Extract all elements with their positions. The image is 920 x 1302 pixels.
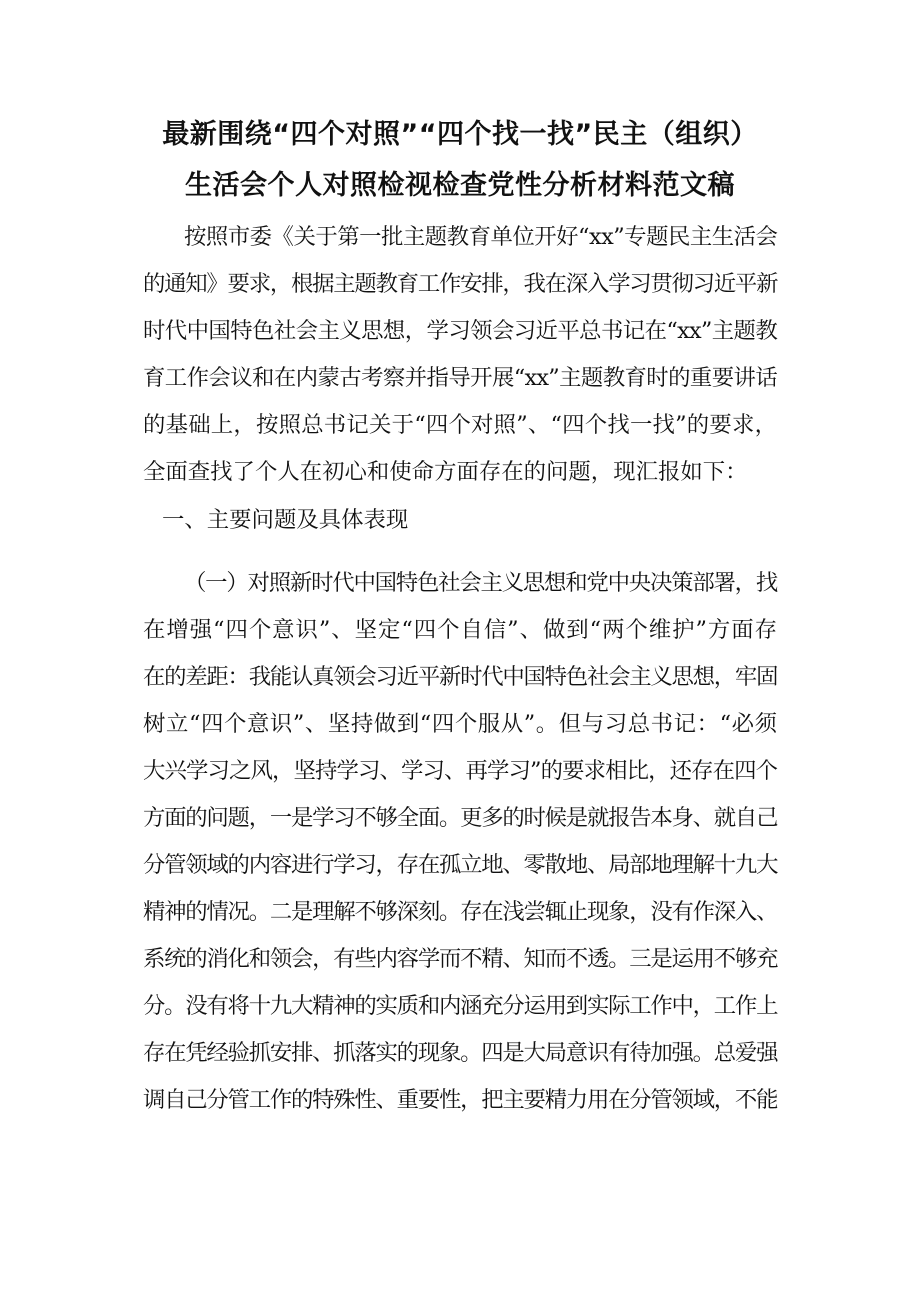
paragraph-1-line: 全面查找了个人在初心和使命方面存在的问题，现汇报如下： xyxy=(143,459,748,485)
paragraph-2-line: 大兴学习之风，坚持学习、学习、再学习”的要求相比，还存在四个 xyxy=(143,758,777,784)
paragraph-2-line: 分管领域的内容进行学习，存在孤立地、零散地、局部地理解十九大 xyxy=(143,852,778,878)
paragraph-2-line: 存在凭经验抓安排、抓落实的现象。四是大局意识有待加强。总爱强 xyxy=(143,1040,778,1066)
paragraph-1-line: 的基础上，按照总书记关于“四个对照”、“四个找一找”的要求， xyxy=(143,412,777,438)
paragraph-1-line: 时代中国特色社会主义思想，学习领会习近平总书记在“xx”主题教 xyxy=(143,318,777,344)
paragraph-2-line: 系统的消化和领会，有些内容学而不精、知而不透。三是运用不够充 xyxy=(143,946,778,972)
document-title-line-2: 生活会个人对照检视检查党性分析材料范文稿 xyxy=(185,170,735,201)
document-title-line-1: 最新围绕“四个对照”“四个找一找”民主（组织） xyxy=(162,119,758,150)
paragraph-1-line: 按照市委《关于第一批主题教育单位开好“xx”专题民主生活会 xyxy=(184,224,778,250)
paragraph-1-line: 的通知》要求，根据主题教育工作安排，我在深入学习贯彻习近平新 xyxy=(143,271,778,297)
paragraph-2-line: 调自己分管工作的特殊性、重要性，把主要精力用在分管领域，不能 xyxy=(143,1087,778,1113)
paragraph-2-line: 方面的问题，一是学习不够全面。更多的时候是就报告本身、就自己 xyxy=(143,805,778,831)
paragraph-2-line: 在增强“四个意识”、坚定“四个自信”、做到“两个维护”方面存 xyxy=(143,617,777,643)
paragraph-1-line: 育工作会议和在内蒙古考察并指导开展“xx”主题教育时的重要讲话 xyxy=(143,365,777,391)
paragraph-2-line: 树立“四个意识”、坚持做到“四个服从”。但与习总书记：“必须 xyxy=(143,711,777,737)
paragraph-2-line: 在的差距：我能认真领会习近平新时代中国特色社会主义思想，牢固 xyxy=(143,664,778,690)
paragraph-2-line: （一）对照新时代中国特色社会主义思想和党中央决策部署，找 xyxy=(184,570,777,596)
paragraph-2-line: 精神的情况。二是理解不够深刻。存在浅尝辄止现象，没有作深入、 xyxy=(143,899,778,925)
paragraph-2-line: 分。没有将十九大精神的实质和内涵充分运用到实际工作中，工作上 xyxy=(143,993,778,1019)
section-heading: 一、主要问题及具体表现 xyxy=(162,507,409,533)
